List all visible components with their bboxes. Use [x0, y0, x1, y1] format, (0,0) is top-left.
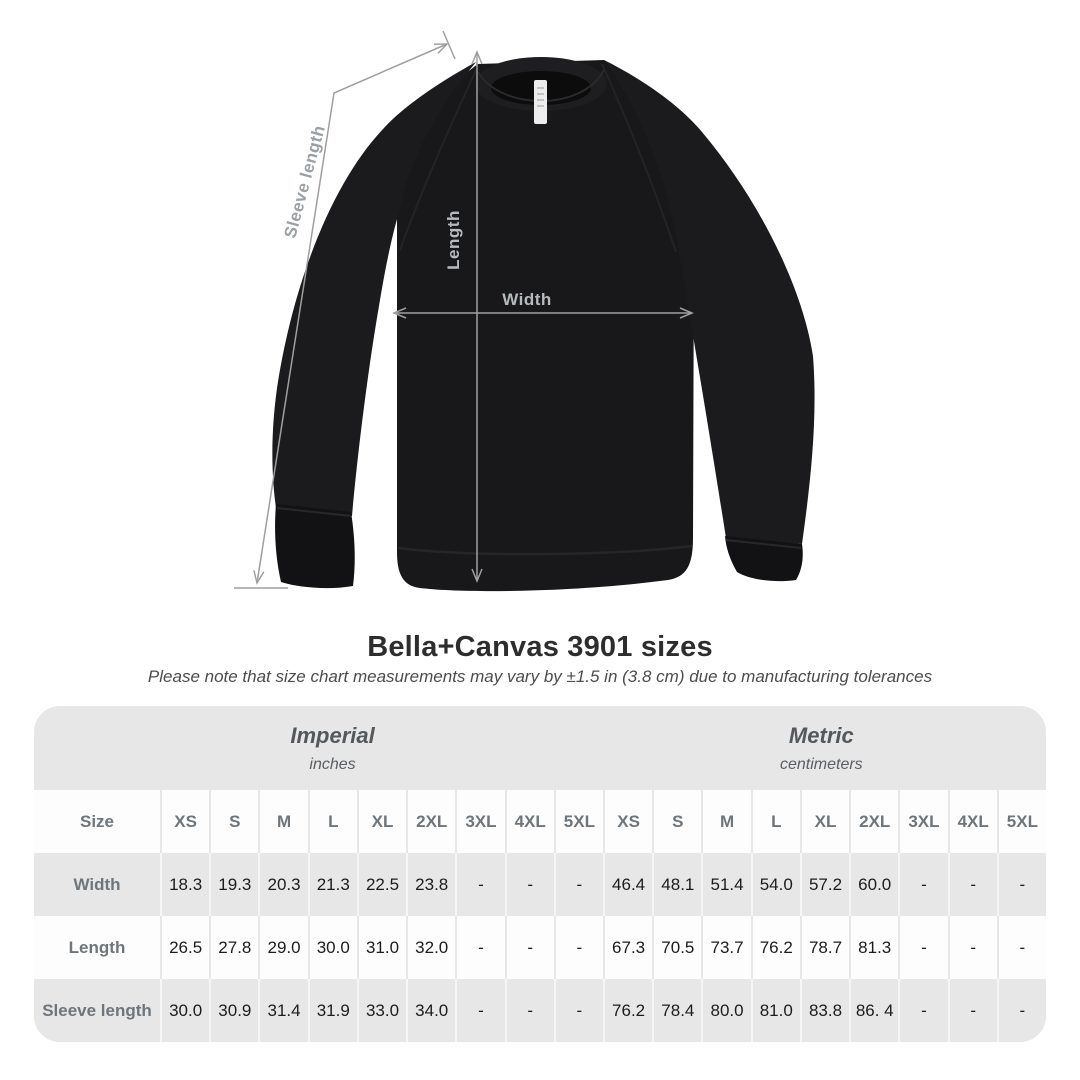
measurement-cell: -	[997, 916, 1046, 979]
measurement-cell: 19.3	[209, 853, 258, 916]
imperial-label: Imperial	[290, 723, 375, 748]
measurement-cell: 27.8	[209, 916, 258, 979]
measurement-cell: -	[554, 916, 603, 979]
measurement-cell: 76.2	[603, 979, 652, 1042]
size-column-header: 2XL	[849, 790, 898, 853]
measurement-cell: 78.4	[652, 979, 701, 1042]
measurement-row-length-label: Length	[68, 937, 126, 957]
size-column-header: 4XL	[505, 790, 554, 853]
measurement-cell: 83.8	[800, 979, 849, 1042]
measurement-cell: -	[898, 853, 947, 916]
measurement-row-sleeve-length	[34, 979, 1046, 1042]
metric-label: Metric	[788, 723, 854, 748]
imperial-unit: inches	[309, 756, 356, 773]
metric-unit: centimeters	[779, 756, 863, 773]
measurement-cell: 30.0	[160, 979, 209, 1042]
size-header-row	[34, 790, 1046, 853]
size-column-header: L	[751, 790, 800, 853]
size-column-header: XL	[800, 790, 849, 853]
measurement-cell: -	[505, 853, 554, 916]
measurement-cell: 48.1	[652, 853, 701, 916]
neck-tag	[534, 80, 547, 124]
measurement-cell: -	[554, 979, 603, 1042]
size-column-header: 3XL	[898, 790, 947, 853]
measurement-cell: -	[505, 979, 554, 1042]
measurement-cell: 46.4	[603, 853, 652, 916]
measurement-cell: 21.3	[308, 853, 357, 916]
size-column-header: XS	[603, 790, 652, 853]
measurement-cell: 32.0	[406, 916, 455, 979]
size-column-header: M	[701, 790, 750, 853]
measurement-row-width	[34, 853, 1046, 916]
measurement-cell: -	[997, 979, 1046, 1042]
measurement-cell: 34.0	[406, 979, 455, 1042]
unit-groups-band	[34, 706, 1046, 790]
measurement-cell: 81.0	[751, 979, 800, 1042]
size-column-header: S	[652, 790, 701, 853]
size-table	[34, 790, 1046, 1042]
measurement-cell: 31.4	[258, 979, 307, 1042]
measurement-cell: 31.9	[308, 979, 357, 1042]
size-table-card	[34, 706, 1046, 1042]
size-column-header: L	[308, 790, 357, 853]
measurement-cell: -	[948, 916, 997, 979]
measurement-row-width-label: Width	[73, 874, 121, 894]
measurement-cell: 29.0	[258, 916, 307, 979]
measurement-cell: -	[898, 916, 947, 979]
measurement-cell: 54.0	[751, 853, 800, 916]
measurement-cell: 33.0	[357, 979, 406, 1042]
size-column-header: XS	[160, 790, 209, 853]
measurement-cell: 86. 4	[849, 979, 898, 1042]
measurement-cell: 81.3	[849, 916, 898, 979]
measurement-cell: -	[505, 916, 554, 979]
measurement-cell: 30.0	[308, 916, 357, 979]
measurement-cell: 18.3	[160, 853, 209, 916]
size-column-header: M	[258, 790, 307, 853]
size-column-header: 4XL	[948, 790, 997, 853]
measurement-cell: 73.7	[701, 916, 750, 979]
tolerance-note: Please note that size chart measurements may vary by ±1.5 in (3.8 cm) due to manufacturing tolerances	[147, 667, 933, 686]
measurement-cell: -	[455, 853, 504, 916]
size-column-header: 2XL	[406, 790, 455, 853]
size-column-header: 3XL	[455, 790, 504, 853]
measurement-cell: -	[948, 979, 997, 1042]
measurement-row-sleeve-length-label: Sleeve length	[42, 1000, 152, 1020]
measurement-cell: -	[554, 853, 603, 916]
measurement-cell: 60.0	[849, 853, 898, 916]
measurement-cell: 78.7	[800, 916, 849, 979]
measurement-cell: 23.8	[406, 853, 455, 916]
measurement-cell: -	[898, 979, 947, 1042]
sleeve-length-label: Sleeve length	[280, 123, 329, 241]
measurement-cell: 26.5	[160, 916, 209, 979]
measurement-cell: 22.5	[357, 853, 406, 916]
measurement-cell: 30.9	[209, 979, 258, 1042]
measurement-row-length	[34, 916, 1046, 979]
size-column-header: 5XL	[997, 790, 1046, 853]
length-label: Length	[444, 210, 463, 270]
measurement-cell: 57.2	[800, 853, 849, 916]
measurement-cell: 67.3	[603, 916, 652, 979]
measurement-cell: -	[455, 916, 504, 979]
size-column-header: XL	[357, 790, 406, 853]
measurement-cell: -	[455, 979, 504, 1042]
measurement-cell: 80.0	[701, 979, 750, 1042]
size-column-header: S	[209, 790, 258, 853]
measurement-cell: 20.3	[258, 853, 307, 916]
width-label: Width	[502, 290, 552, 309]
measurement-cell: -	[948, 853, 997, 916]
metric-unit-header	[780, 723, 863, 774]
left-cuff	[275, 504, 355, 588]
measurement-cell: 51.4	[701, 853, 750, 916]
sweatshirt-illustration	[272, 57, 814, 591]
measurement-cell: -	[997, 853, 1046, 916]
measurement-cell: 31.0	[357, 916, 406, 979]
size-column-header: 5XL	[554, 790, 603, 853]
measurement-cell: 76.2	[751, 916, 800, 979]
size-header-row-label: Size	[79, 811, 115, 831]
imperial-unit-header	[290, 723, 374, 774]
measurement-cell: 70.5	[652, 916, 701, 979]
page-title: Bella+Canvas 3901 sizes	[367, 631, 713, 663]
